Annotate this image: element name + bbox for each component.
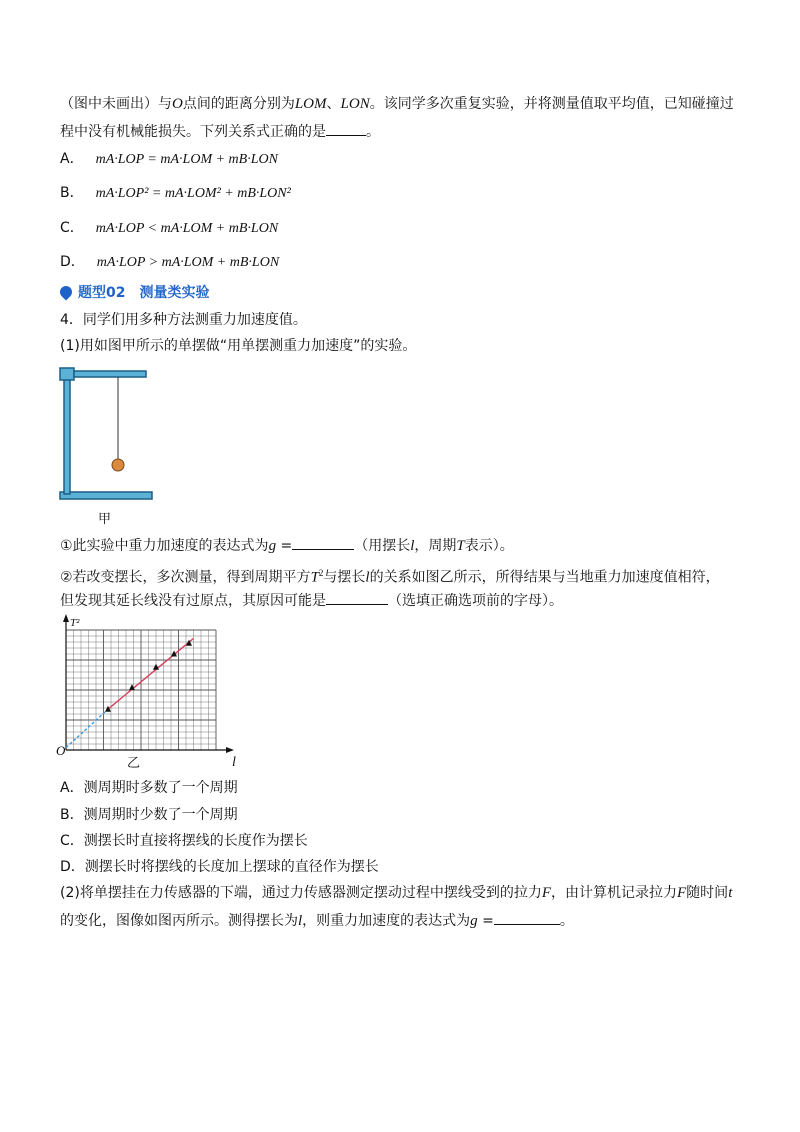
lom: LOM <box>294 96 327 112</box>
formula-d: mA·LOP > mA·LOM + mB·LON <box>96 255 280 270</box>
pendulum-figure <box>56 362 156 502</box>
fit-line <box>108 638 194 709</box>
x-axis-arrow <box>226 747 234 753</box>
q3-option-c: C． mA·LOP < mA·LOM + mB·LON <box>60 220 279 236</box>
q3-continuation-line2: 程中没有机械能损失。下列关系式正确的是 。 <box>60 121 380 142</box>
choice-b[interactable]: B．测周期时少数了一个周期 <box>60 807 238 823</box>
q4-part2-line2: 的变化，图像如图丙所示。测得摆长为l，则重力加速度的表达式为g = 。 <box>60 910 574 931</box>
choice-d[interactable]: D．测摆长时将摆线的长度加上摆球的直径作为摆长 <box>60 859 379 875</box>
pendulum-bob <box>112 459 124 471</box>
figure-yi-caption: 乙 <box>127 756 141 771</box>
answer-blank-g-expression[interactable] <box>292 535 354 550</box>
stand-pole <box>64 372 70 494</box>
q4-subq2-line1: ②若改变摆长，多次测量，得到周期平方$T^2$与摆长l的关系如图乙所示，所得结果与当地重力加速度值相符， <box>60 568 720 586</box>
q3-option-b: B． mA·LOP² = mA·LOM² + mB·LON² <box>60 185 291 201</box>
y-axis-arrow <box>63 614 69 622</box>
section-title: 测量类实验 <box>139 285 210 301</box>
q4-part2-line1: (2)将单摆挂在力传感器的下端，通过力传感器测定摆动过程中摆线受到的拉力F，由计算机记录拉力F随时间t <box>60 885 733 901</box>
choice-c[interactable]: C．测摆长时直接将摆线的长度作为摆长 <box>60 833 308 849</box>
t2-l-chart <box>52 612 236 770</box>
point-o: O <box>172 96 183 112</box>
y-axis-label: T² <box>70 617 80 629</box>
lon: LON <box>340 96 370 112</box>
section-label: 题型02 <box>78 285 126 301</box>
section-heading <box>60 282 209 302</box>
choice-a[interactable]: A．测周期时多数了一个周期 <box>60 780 238 796</box>
x-axis-label: l <box>232 755 236 770</box>
q4-subq1: ①此实验中重力加速度的表达式为g = （用摆长l，周期T表示）。 <box>60 535 514 556</box>
answer-blank-g-expression-2[interactable] <box>494 910 560 925</box>
origin-label: O <box>56 743 66 758</box>
figure-jia-caption: 甲 <box>98 512 112 527</box>
stand-clamp <box>60 368 74 380</box>
q4-part1: (1)用如图甲所示的单摆做“用单摆测重力加速度”的实验。 <box>60 338 417 354</box>
q3-continuation-line1: （图中未画出）与O点间的距离分别为LOM、LON。该同学多次重复实验，并将测量值取平均值，已知碰撞过 <box>60 96 734 112</box>
stand-arm <box>74 371 146 377</box>
q4-subq2-line2: 但发现其延长线没有过原点，其原因可能是 （选填正确选项前的字母）。 <box>60 590 563 611</box>
answer-blank-reason[interactable] <box>326 590 388 605</box>
section-marker-icon <box>58 284 75 301</box>
extension-line <box>66 709 108 747</box>
q3-option-a: A． mA·LOP = mA·LOM + mB·LON <box>60 151 278 167</box>
q3-option-d: D． mA·LOP > mA·LOM + mB·LON <box>60 254 280 270</box>
q4-stem: 4．同学们用多种方法测重力加速度值。 <box>60 312 307 328</box>
answer-blank-q3[interactable] <box>326 121 366 136</box>
formula-c: mA·LOP < mA·LOM + mB·LON <box>95 221 279 236</box>
data-point <box>153 664 159 670</box>
formula-a: mA·LOP = mA·LOM + mB·LON <box>95 152 278 167</box>
formula-b: mA·LOP² = mA·LOM² + mB·LON² <box>95 186 291 201</box>
stand-base <box>60 492 152 499</box>
